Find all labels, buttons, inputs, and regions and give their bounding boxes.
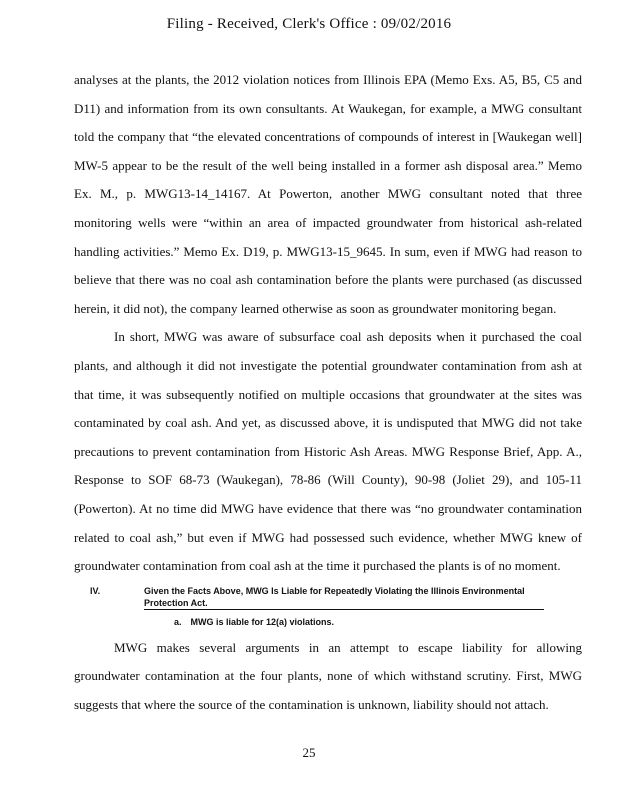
section-number: IV. — [90, 585, 101, 596]
paragraph-2: In short, MWG was aware of subsurface coal ash deposits when it purchased the coal plants, and although it did not investigate the potential groundwater contamination from ash at that time, it was subsequently notified on multiple occasions that groundwater at the sites was contaminated by coal ash. And yet, as discussed above, it is undisputed that MWG did not take precautions to prevent contamination from Historic Ash Areas. MWG Response Brief, App. A., Response to SOF 68-73 (Waukegan), 78-86 (Will County), 90-98 (Joliet 29), and 105-11 (Powerton). At no time did MWG have evidence that there was “no groundwater contamination related to coal ash,” but even if MWG had possessed such evidence, whether MWG knew of groundwater contamination from coal ash at the time it purchased the plants is of no moment. — [74, 329, 582, 574]
filing-header: Filing - Received, Clerk's Office : 09/02/2016 — [166, 16, 452, 32]
paragraph-1: analyses at the plants, the 2012 violation notices from Illinois EPA (Memo Exs. A5, B5, C5 and D11) and information from its own consultants. At Waukegan, for example, a MWG consultant told the company that “the elevated concentrations of compounds of interest in [Waukegan well] MW-5 appear to be the result of the well being installed in a former ash disposal area.” Memo Ex. M., p. MWG13-14_14167. At Powerton, another MWG consultant noted that three monitoring wells were “within an area of impacted groundwater from historical ash-related handling activities.” Memo Ex. D19, p. MWG13-15_9645. In sum, even if MWG had reason to believe that there was no coal ash contamination before the plants were purchased (as discussed herein, it did not), the company learned otherwise as soon as groundwater monitoring began. — [74, 72, 582, 316]
paragraph-3: MWG makes several arguments in an attempt to escape liability for allowing groundwater contamination at the four plants, none of which withstand scrutiny. First, MWG suggests that where the source of the contamination is unknown, liability should not attach. — [74, 639, 582, 712]
section-heading — [74, 585, 582, 610]
document-body — [74, 66, 582, 719]
page-number: 25 — [302, 745, 316, 760]
section-title: Given the Facts Above, MWG Is Liable for Repeatedly Violating the Illinois Environmental Protection Act. — [144, 585, 544, 610]
subsection-title: MWG is liable for 12(a) violations. — [190, 616, 335, 627]
subsection-letter: a. — [174, 616, 182, 627]
subsection-heading — [174, 616, 582, 628]
section-title-wrap — [144, 585, 544, 610]
